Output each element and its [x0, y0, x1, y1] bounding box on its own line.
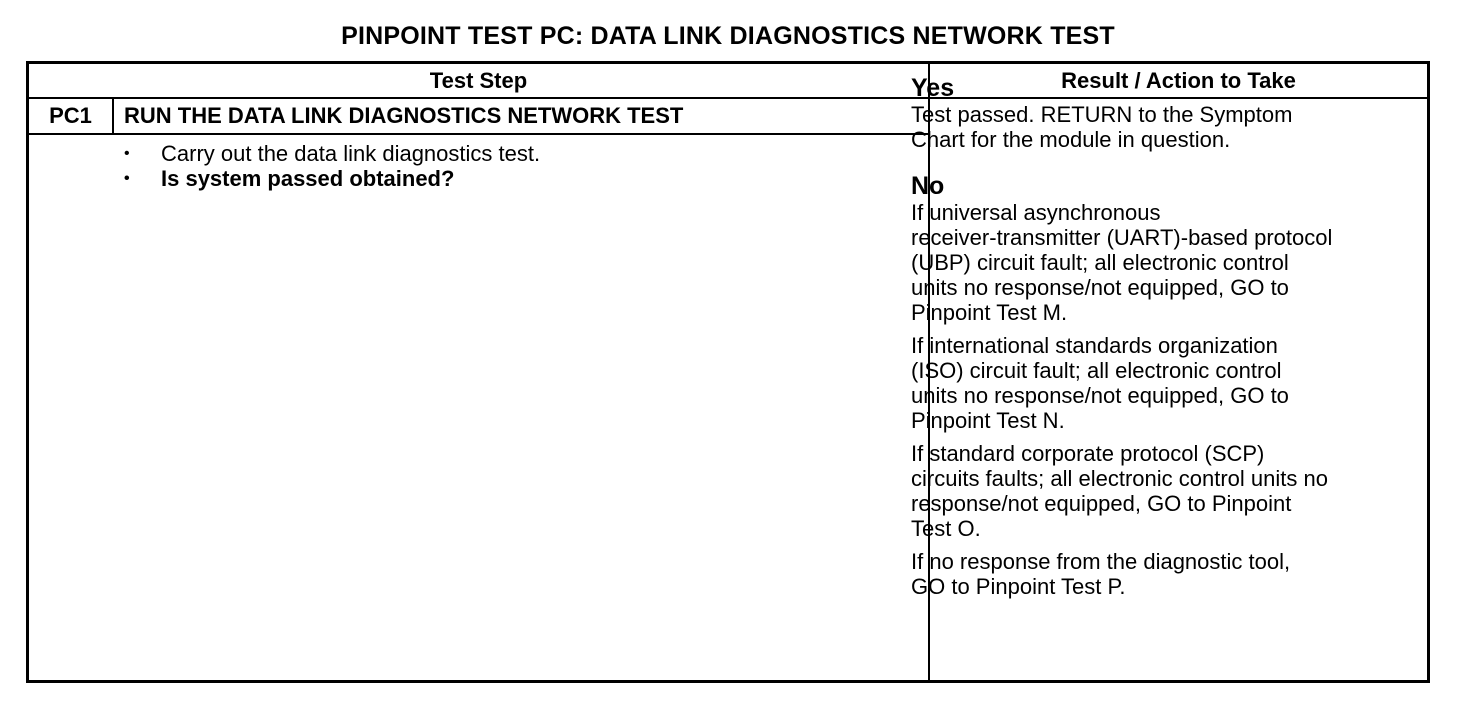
- yes-action: Test passed. RETURN to the Symptom Chart for the module in question.: [911, 102, 1293, 152]
- yes-label: Yes: [911, 74, 955, 102]
- bullet-icon: •: [124, 145, 130, 162]
- step-instructions: [121, 141, 540, 191]
- result-column: [911, 74, 1401, 599]
- instruction-text: Carry out the data link diagnostics test.: [161, 141, 541, 166]
- step-title: RUN THE DATA LINK DIAGNOSTICS NETWORK TEST: [124, 103, 684, 128]
- no-action-uart: If universal asynchronous receiver-transmitter (UART)-based protocol (UBP) circuit fault; all electronic control units no response/not equipped, GO to Pinpoint Test M.: [911, 200, 1333, 325]
- instruction-question: Is system passed obtained?: [161, 166, 455, 191]
- no-action-scp: If standard corporate protocol (SCP) circuits faults; all electronic control units no response/not equipped, GO to Pinpoint Test O.: [911, 441, 1328, 541]
- step-title-divider: [29, 133, 929, 135]
- no-action-iso: If international standards organization (ISO) circuit fault; all electronic control units no response/not equipped, GO to Pinpoint Test N.: [911, 333, 1289, 433]
- list-item: [121, 166, 540, 191]
- step-id: PC1: [49, 103, 92, 128]
- header-result-action: Result / Action to Take: [1061, 68, 1296, 93]
- header-test-step: Test Step: [429, 68, 528, 93]
- no-action-no-response: If no response from the diagnostic tool, GO to Pinpoint Test P.: [911, 549, 1291, 599]
- step-id-divider: [112, 99, 114, 134]
- bullet-icon: •: [124, 170, 130, 187]
- list-item: [121, 141, 540, 166]
- no-label: No: [911, 172, 945, 200]
- page-title: PINPOINT TEST PC: DATA LINK DIAGNOSTICS NETWORK TEST: [341, 22, 1115, 50]
